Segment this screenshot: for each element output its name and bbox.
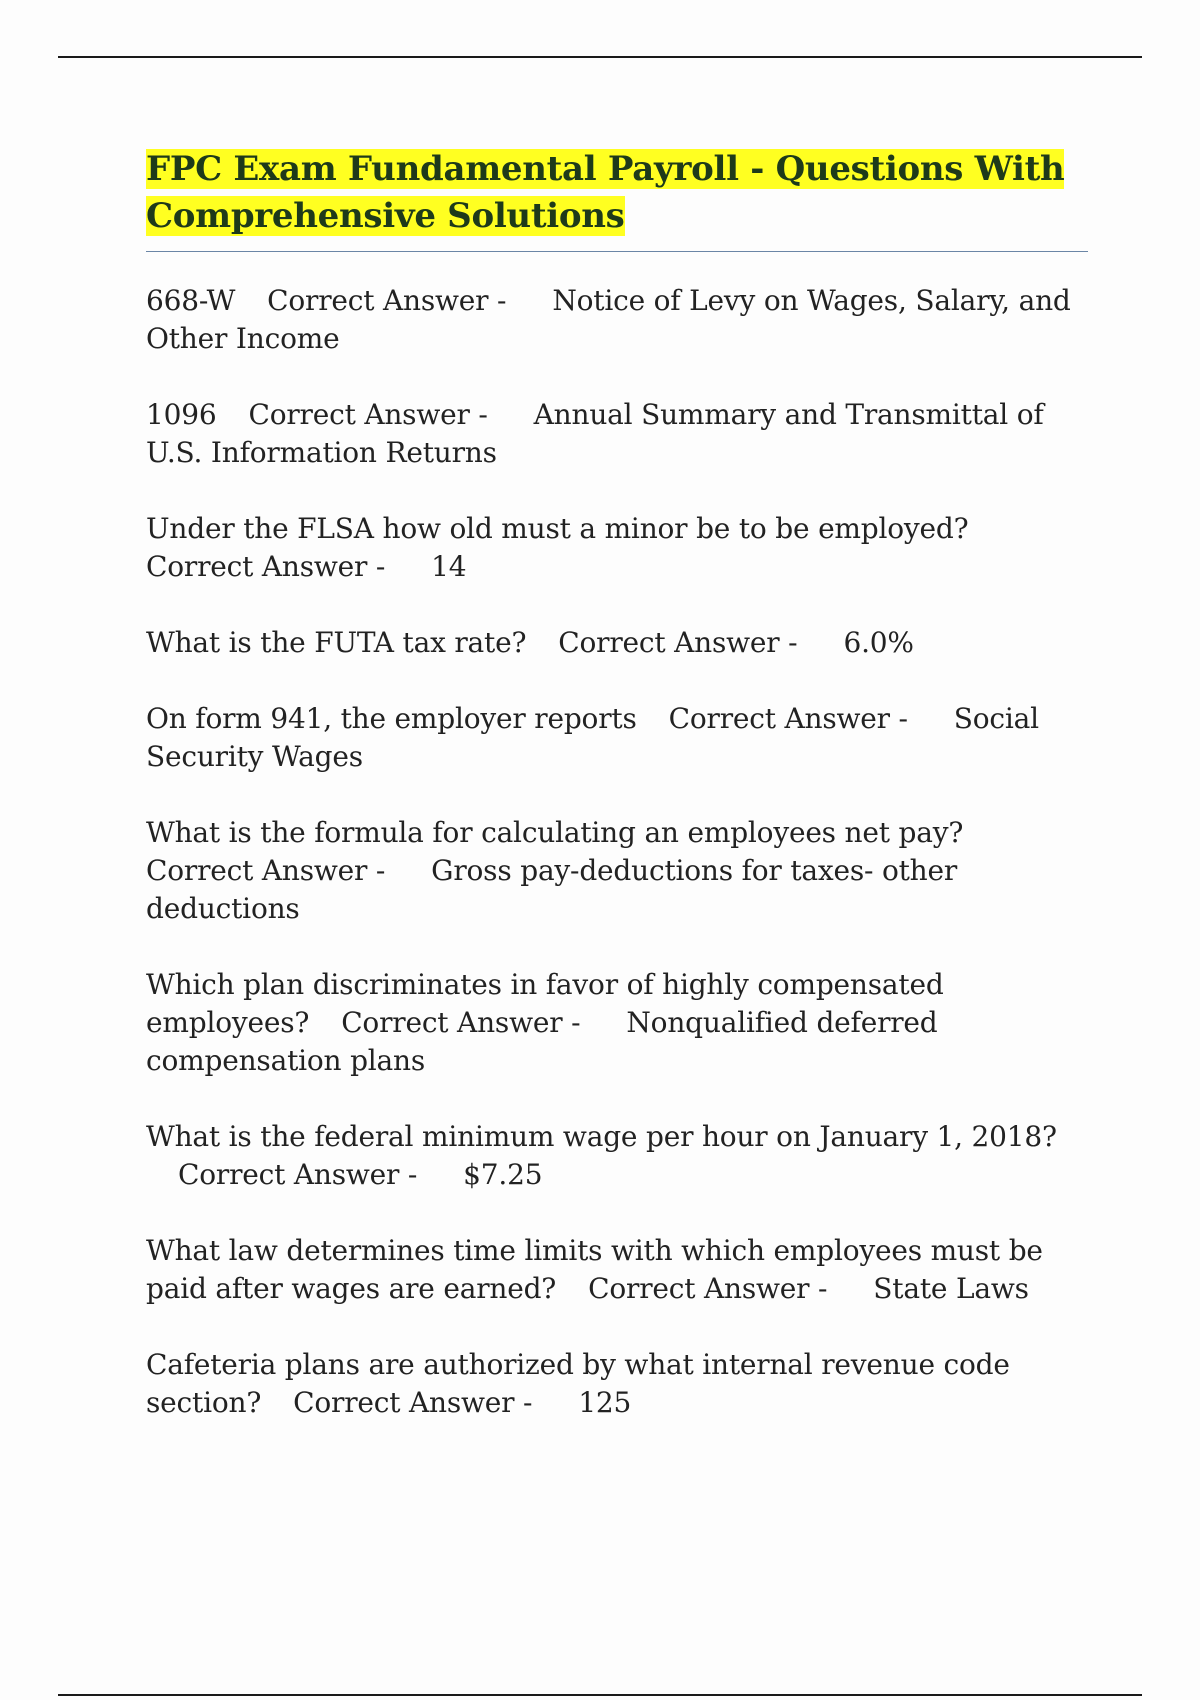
question-text: Under the FLSA how old must a minor be to be employed? [146,512,969,545]
qa-item [146,1232,1088,1308]
question-text: What is the federal minimum wage per hour on January 1, 2018? [146,1120,1057,1153]
answer-text: 14 [431,550,467,583]
answer-text: $7.25 [463,1158,543,1191]
qa-item [146,1118,1088,1194]
question-text: What is the FUTA tax rate? [146,626,527,659]
qa-item [146,282,1088,358]
answer-text: State Laws [873,1272,1029,1305]
question-text: 668-W [146,284,236,317]
qa-item [146,510,1088,586]
question-text: Which plan discriminates in favor of highly compensated employees? [146,968,944,1039]
question-text: What is the formula for calculating an employees net pay? [146,816,964,849]
answer-text: Annual Summary and Transmittal of U.S. Information Returns [146,398,1044,469]
title-underline [146,251,1088,252]
answer-text: 6.0% [843,626,914,659]
qa-item [146,1346,1088,1422]
answer-text: Notice of Levy on Wages, Salary, and Other Income [146,284,1071,355]
answer-text: 125 [578,1386,632,1419]
document-content [146,146,1088,1460]
question-text: Cafeteria plans are authorized by what internal revenue code section? [146,1348,1010,1419]
answer-label: Correct Answer - [558,626,798,659]
answer-label: Correct Answer - [146,550,386,583]
answer-text: Social Security Wages [146,702,1039,773]
answer-label: Correct Answer - [588,1272,828,1305]
question-text: What law determines time limits with which employees must be paid after wages are earned? [146,1234,1043,1305]
answer-label: Correct Answer - [668,702,908,735]
title-highlight: FPC Exam Fundamental Payroll - Questions With Comprehensive Solutions [146,149,1065,236]
qa-item [146,814,1088,928]
qa-item [146,966,1088,1080]
qa-item [146,700,1088,776]
qa-list [146,282,1088,1422]
document-title [146,146,1088,240]
answer-text: Nonqualified deferred compensation plans [146,1006,938,1077]
header-rule [58,56,1142,58]
answer-label: Correct Answer - [293,1386,533,1419]
question-text: On form 941, the employer reports [146,702,637,735]
answer-label: Correct Answer - [146,854,386,887]
qa-item [146,624,1088,662]
answer-label: Correct Answer - [248,398,488,431]
answer-text: Gross pay-deductions for taxes- other deductions [146,854,958,925]
answer-label: Correct Answer - [267,284,507,317]
footer-rule [58,1694,1142,1696]
question-text: 1096 [146,398,217,431]
answer-label: Correct Answer - [178,1158,418,1191]
qa-item [146,396,1088,472]
answer-label: Correct Answer - [341,1006,581,1039]
